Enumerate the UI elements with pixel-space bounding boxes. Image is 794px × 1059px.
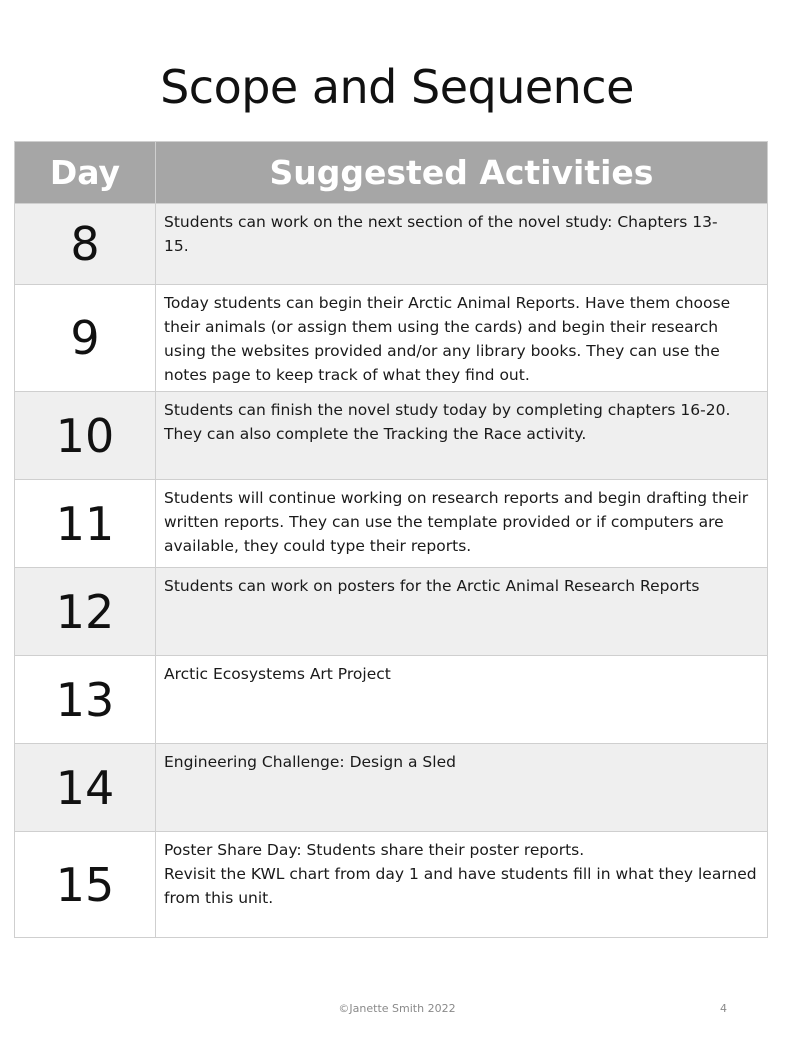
table-row — [15, 480, 768, 568]
day-number: 15 — [15, 832, 156, 938]
activity-text: Engineering Challenge: Design a Sled — [156, 744, 768, 832]
table-row — [15, 285, 768, 392]
table-row — [15, 568, 768, 656]
activity-text: Students can finish the novel study today by completing chapters 16-20. They can also complete the Tracking the Race activity. — [156, 392, 768, 480]
day-number: 8 — [15, 204, 156, 285]
activity-text: Today students can begin their Arctic Animal Reports. Have them choose their animals (or assign them using the cards) and begin their research using the websites provided and/or any library books. They can use the notes page to keep track of what they find out. — [156, 285, 768, 392]
day-number: 11 — [15, 480, 156, 568]
day-number: 9 — [15, 285, 156, 392]
day-number: 12 — [15, 568, 156, 656]
table-row — [15, 832, 768, 938]
header-suggested-activities: Suggested Activities — [156, 142, 768, 204]
table-header-row — [15, 142, 768, 204]
day-number: 13 — [15, 656, 156, 744]
page-number: 4 — [720, 1002, 727, 1015]
table-row — [15, 204, 768, 285]
day-number: 14 — [15, 744, 156, 832]
activity-text: Arctic Ecosystems Art Project — [156, 656, 768, 744]
header-day: Day — [15, 142, 156, 204]
day-number: 10 — [15, 392, 156, 480]
activity-text: Poster Share Day: Students share their poster reports. Revisit the KWL chart from day 1 and have students fill in what they learned from this unit. — [156, 832, 768, 938]
scope-sequence-table — [14, 141, 768, 938]
table-row — [15, 744, 768, 832]
copyright-footer: ©Janette Smith 2022 — [338, 1002, 456, 1015]
activity-text: Students can work on the next section of the novel study: Chapters 13- 15. — [156, 204, 768, 285]
activity-text: Students will continue working on research reports and begin drafting their written reports. They can use the template provided or if computers are available, they could type their reports. — [156, 480, 768, 568]
activity-text: Students can work on posters for the Arctic Animal Research Reports — [156, 568, 768, 656]
table-row — [15, 392, 768, 480]
page-title: Scope and Sequence — [160, 60, 634, 114]
table-row — [15, 656, 768, 744]
